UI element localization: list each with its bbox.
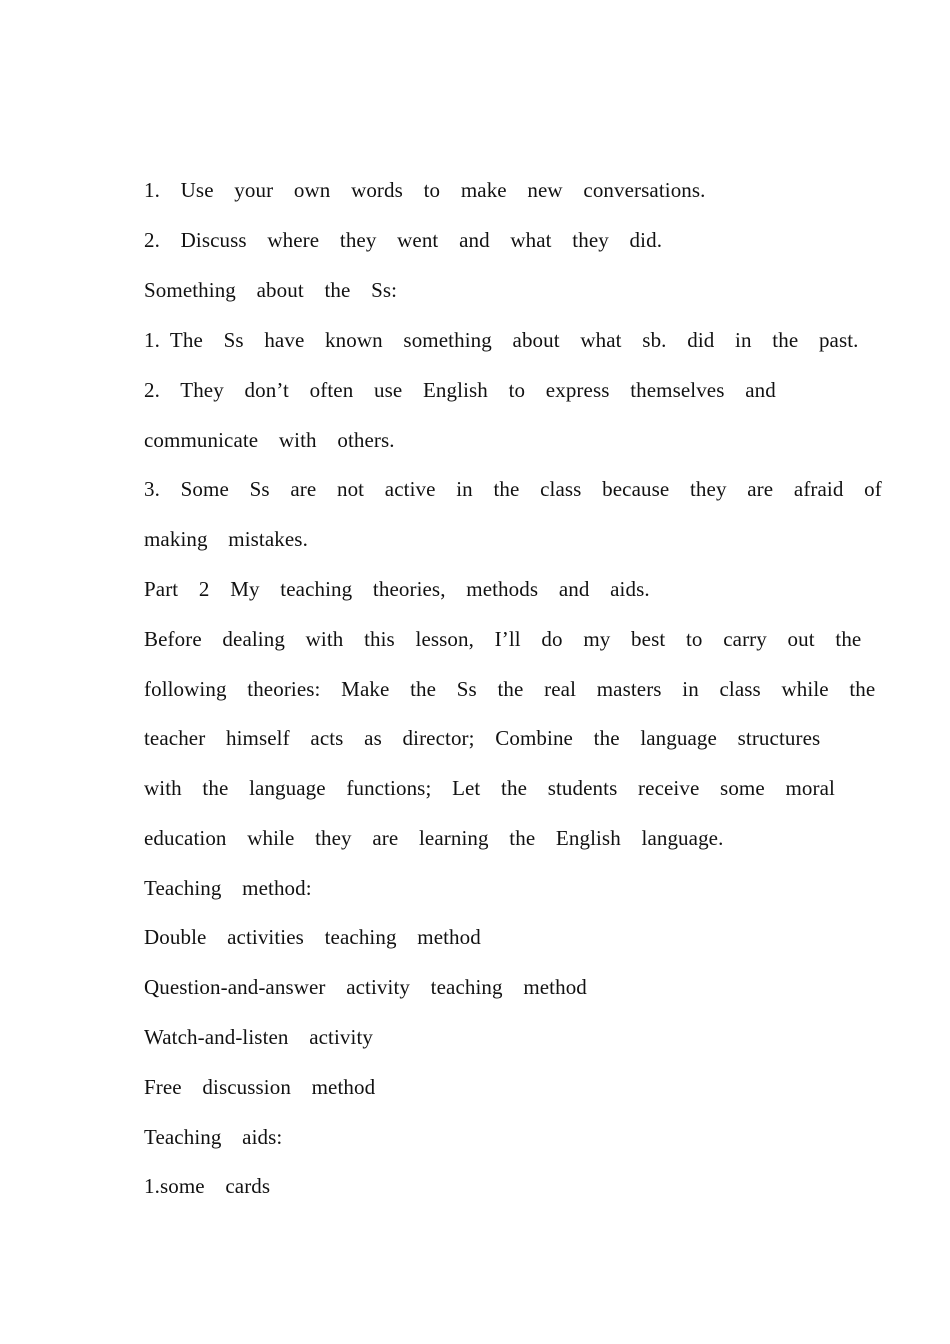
theories-paragraph-line-1: Before dealing with this lesson, I’ll do my best to carry out the [144, 627, 862, 651]
objective-1: 1. Use your own words to make new conversations. [144, 178, 706, 202]
theories-paragraph-line-5: education while they are learning the English language. [144, 826, 724, 850]
part-2-heading: Part 2 My teaching theories, methods and aids. [144, 577, 650, 601]
teaching-aids-heading: Teaching aids: [144, 1125, 283, 1149]
students-point-2-cont: communicate with others. [144, 428, 395, 452]
method-watch-listen: Watch-and-listen activity [144, 1025, 373, 1049]
students-point-3-cont: making mistakes. [144, 527, 308, 551]
students-point-2: 2. They don’t often use English to express themselves and [144, 378, 776, 402]
objective-2: 2. Discuss where they went and what they did. [144, 228, 663, 252]
students-heading: Something about the Ss: [144, 278, 398, 302]
method-double-activities: Double activities teaching method [144, 925, 481, 949]
method-free-discussion: Free discussion method [144, 1075, 376, 1099]
teaching-method-heading: Teaching method: [144, 876, 312, 900]
theories-paragraph-line-3: teacher himself acts as director; Combine the language structures [144, 726, 821, 750]
teaching-aid-1: 1.some cards [144, 1174, 271, 1198]
students-point-1: 1. The Ss have known something about what sb. did in the past. [144, 328, 859, 352]
theories-paragraph-line-2: following theories: Make the Ss the real masters in class while the [144, 677, 876, 701]
students-point-3: 3. Some Ss are not active in the class because they are afraid of [144, 477, 882, 501]
theories-paragraph-line-4: with the language functions; Let the students receive some moral [144, 776, 835, 800]
method-question-answer: Question-and-answer activity teaching method [144, 975, 587, 999]
